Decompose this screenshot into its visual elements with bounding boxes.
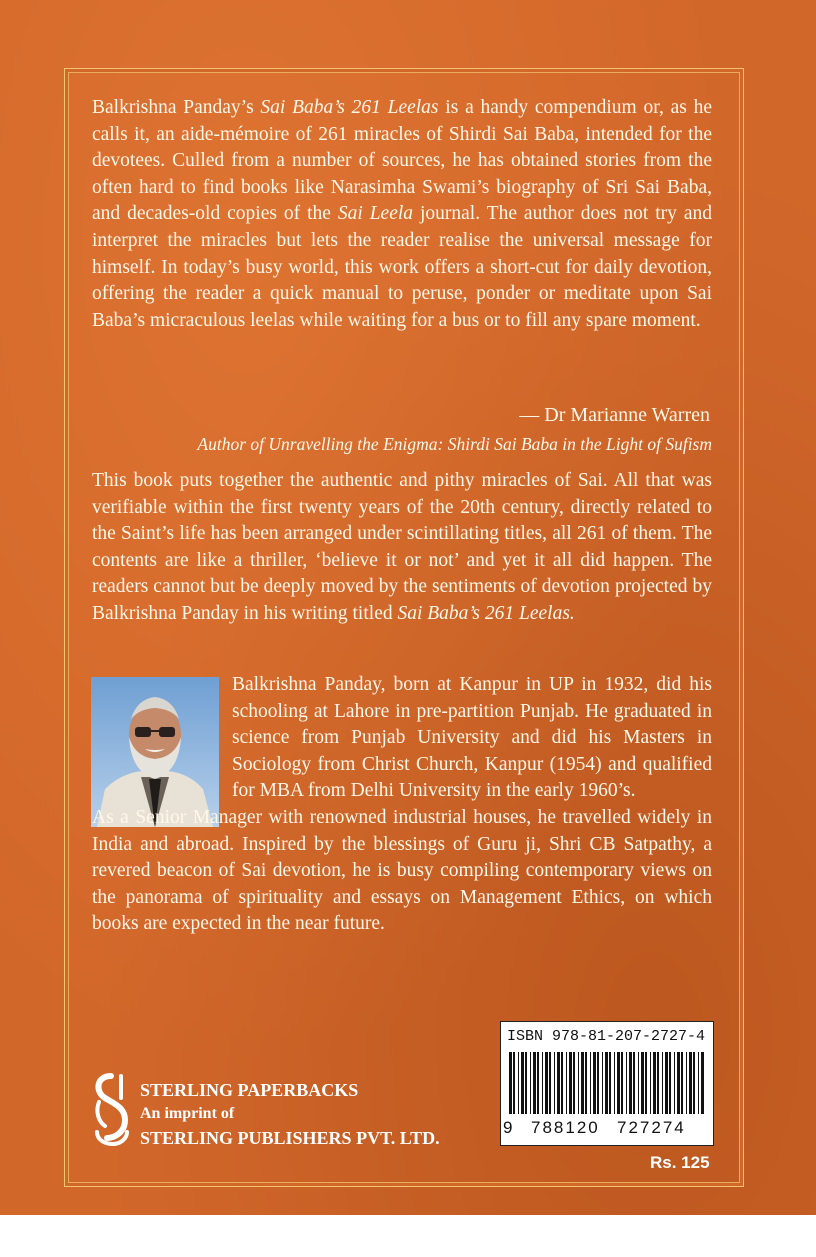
barcode-bar: [533, 1052, 536, 1114]
barcode-bar: [518, 1052, 519, 1114]
reviewer-name: — Dr Marianne Warren: [519, 404, 710, 426]
blurb2-book-title: Sai Baba’s 261 Leelas.: [397, 602, 575, 624]
publisher-imprint-of: An imprint of: [140, 1105, 235, 1122]
blurb-author: Balkrishna Panday’s: [92, 97, 261, 118]
blurb-text-a: is a handy compendium or, as he calls it, an aide-mémoire of 261 miracles of Shirdi Sai Baba, intended for the devotees. Culled from a number of sources, he has obtained stories from the often hard to find books like Narasimha Swami’s biography of Sri Sai Baba, and decades-old copies of the: [92, 97, 712, 225]
blurb-paragraph-2: [92, 468, 712, 628]
barcode-bar: [509, 1052, 512, 1114]
barcode-bar: [573, 1052, 575, 1114]
barcode-bar: [701, 1052, 704, 1114]
barcode-bar: [609, 1052, 611, 1114]
barcode-bar: [545, 1052, 548, 1114]
barcode-bar: [645, 1052, 647, 1114]
barcode-bar: [686, 1052, 687, 1114]
barcode-bar: [621, 1052, 623, 1114]
barcode-bar: [674, 1052, 675, 1114]
barcode-bar: [629, 1052, 632, 1114]
barcode-box: [500, 1021, 714, 1146]
barcode-bar: [585, 1052, 587, 1114]
barcode-bar: [578, 1052, 579, 1114]
barcode-bars: [509, 1052, 705, 1114]
barcode-bar: [669, 1052, 671, 1114]
publisher-block: [140, 1078, 440, 1150]
barcode-bar: [641, 1052, 644, 1114]
isbn-label: ISBN 978-81-207-2727-4: [507, 1028, 706, 1045]
barcode-bar: [657, 1052, 659, 1114]
barcode-bar: [590, 1052, 591, 1114]
barcode-bar: [525, 1052, 527, 1114]
barcode-bar: [650, 1052, 651, 1114]
barcode-digits-group-1: 788120: [531, 1118, 600, 1137]
barcode-bar: [689, 1052, 692, 1114]
barcode-bar: [513, 1052, 515, 1114]
price-label: Rs. 125: [650, 1153, 710, 1172]
sterling-logo-icon: [91, 1072, 131, 1146]
barcode-bar: [557, 1052, 560, 1114]
barcode-bar: [521, 1052, 524, 1114]
barcode-bar: [698, 1052, 699, 1114]
barcode-bar: [542, 1052, 543, 1114]
barcode-bar: [602, 1052, 603, 1114]
barcode-bar: [566, 1052, 567, 1114]
blurb-text-b: journal. The author does not try and interpret the miracles but lets the reader realise the universal message for himself. In today’s busy world, this work offers a short-cut for daily devotion, offering the reader a quick manual to peruse, ponder or meditate upon Sai Baba’s micraculous leelas while waiting for a bus or to fill any spare moment.: [92, 203, 712, 331]
blurb-paragraph-1: [92, 95, 712, 334]
barcode-bar: [653, 1052, 656, 1114]
barcode-bar: [569, 1052, 572, 1114]
barcode-bar: [597, 1052, 599, 1114]
barcode-bar: [681, 1052, 683, 1114]
blurb-journal-title: Sai Leela: [337, 203, 414, 225]
barcode-bar: [605, 1052, 608, 1114]
barcode-bar: [537, 1052, 539, 1114]
publisher-imprint: STERLING PAPERBACKS: [140, 1080, 359, 1100]
author-bio-beside-photo: Balkrishna Panday, born at Kanpur in UP in 1932, did his schooling at Lahore in pre-partition Punjab. He graduated in science from Punjab University and did his Masters in Sociology from Christ Church, Kanpur (1954) and qualified for MBA from Delhi University in the early 1960’s.: [232, 674, 712, 802]
blurb-book-title: Sai Baba’s 261 Leelas: [260, 97, 439, 118]
author-bio-continued: As a Senior Manager with renowned industrial houses, he travelled widely in India and abroad. Inspired by the blessings of Guru ji, Shri CB Satpathy, a revered beacon of Sai devotion, he is busy compiling contemporary views on the panorama of spirituality and essays on Management Ethics, on which books are expected in the near future.: [92, 807, 712, 935]
barcode-bar: [638, 1052, 639, 1114]
barcode-bar: [617, 1052, 620, 1114]
barcode-bar: [626, 1052, 627, 1114]
barcode-bar: [549, 1052, 551, 1114]
barcode-bar: [633, 1052, 635, 1114]
barcode-bar: [665, 1052, 668, 1114]
barcode-bar: [530, 1052, 531, 1114]
barcode-bar: [561, 1052, 563, 1114]
publisher-name: STERLING PUBLISHERS PVT. LTD.: [140, 1128, 440, 1148]
blurb2-text: This book puts together the authentic and pithy miracles of Sai. All that was verifiable within the first twenty years of the 20th century, directly related to the Saint’s life has been arranged under scintillating titles, all 261 of them. The contents are like a thriller, ‘believe it or not’ and yet it all did happen. The readers cannot but be deeply moved by the sentiments of devotion projected by Balkrishna Panday in his writing titled: [92, 470, 712, 624]
barcode-bar: [593, 1052, 596, 1114]
barcode-bar: [662, 1052, 663, 1114]
barcode-digit-lead: 9: [503, 1118, 513, 1137]
barcode-bar: [677, 1052, 680, 1114]
reviewer-title: Author of Unravelling the Enigma: Shirdi Sai Baba in the Light of Sufism: [197, 434, 712, 454]
barcode-bar: [693, 1052, 695, 1114]
barcode-digits-group-2: 727274: [617, 1118, 686, 1137]
barcode-bar: [581, 1052, 584, 1114]
barcode-bar: [554, 1052, 555, 1114]
barcode-bar: [614, 1052, 615, 1114]
